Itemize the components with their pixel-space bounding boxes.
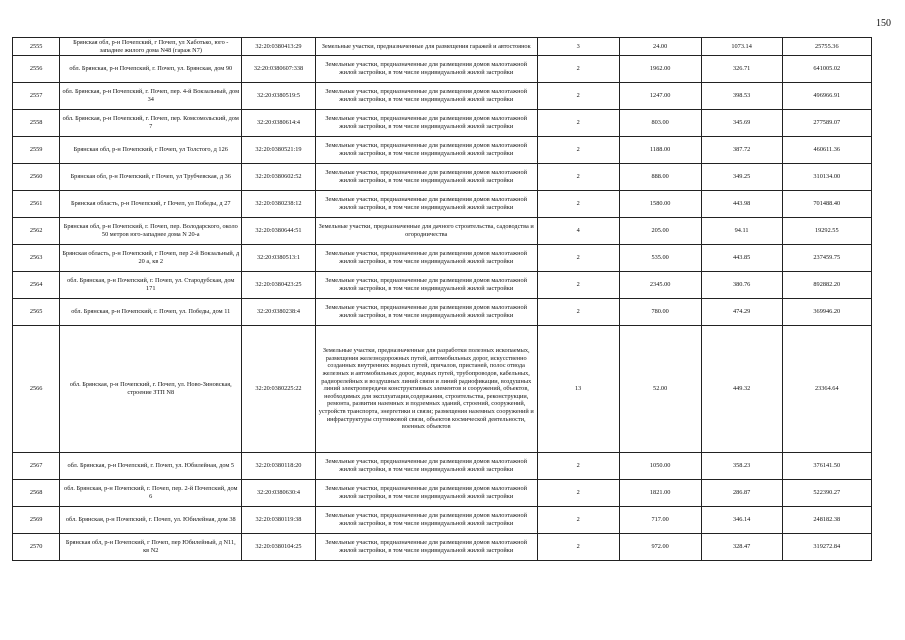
table-row <box>13 534 872 561</box>
area-cell: 1247.00 <box>619 83 701 110</box>
table-row <box>13 56 872 83</box>
specific-value-cell: 346.14 <box>701 507 782 534</box>
use-group-cell: 2 <box>537 534 619 561</box>
row-number: 2559 <box>13 137 60 164</box>
land-use-cell: Земельные участки, предназначенные для размещения домов малоэтажной жилой застройки, в том числе индивидуальной жилой застройки <box>315 137 537 164</box>
cadastral-value-cell: 641005.02 <box>782 56 871 83</box>
address-cell: обл. Брянская, р-н Почепский, г. Почеп, ул. Ново-Зиновская, строение ЗТП N8 <box>60 326 242 453</box>
land-use-cell: Земельные участки, предназначенные для размещения домов малоэтажной жилой застройки, в том числе индивидуальной жилой застройки <box>315 507 537 534</box>
cadastral-number-cell: 32:20:0380225:22 <box>242 326 316 453</box>
cadastral-number-cell: 32:20:0380119:38 <box>242 507 316 534</box>
cadastral-value-cell: 701488.40 <box>782 191 871 218</box>
address-cell: обл. Брянская, р-н Почепский, г. Почеп, ул. Юбилейная, дом 38 <box>60 507 242 534</box>
table-row <box>13 326 872 453</box>
area-cell: 205.00 <box>619 218 701 245</box>
area-cell: 780.00 <box>619 299 701 326</box>
land-use-cell: Земельные участки, предназначенные для размещения домов малоэтажной жилой застройки, в том числе индивидуальной жилой застройки <box>315 191 537 218</box>
table-row <box>13 480 872 507</box>
cadastral-number-cell: 32:20:0380513:1 <box>242 245 316 272</box>
table-row <box>13 137 872 164</box>
specific-value-cell: 387.72 <box>701 137 782 164</box>
cadastral-value-cell: 376141.50 <box>782 453 871 480</box>
row-number: 2556 <box>13 56 60 83</box>
cadastral-value-cell: 460611.36 <box>782 137 871 164</box>
use-group-cell: 2 <box>537 191 619 218</box>
use-group-cell: 13 <box>537 326 619 453</box>
cadastral-value-cell: 277589.07 <box>782 110 871 137</box>
land-use-cell: Земельные участки, предназначенные для размещения домов малоэтажной жилой застройки, в том числе индивидуальной жилой застройки <box>315 272 537 299</box>
table-row <box>13 191 872 218</box>
land-use-cell: Земельные участки, предназначенные для дачного строительства, садоводства и огородничества <box>315 218 537 245</box>
address-cell: Брянская обл, р-н Почепский, г Почеп, ул Хаботько, юго - западнее жилого дома N48 (гараж N7) <box>60 38 242 56</box>
land-use-cell: Земельные участки, предназначенные для размещения домов малоэтажной жилой застройки, в том числе индивидуальной жилой застройки <box>315 83 537 110</box>
cadastral-number-cell: 32:20:0380104:25 <box>242 534 316 561</box>
address-cell: Брянская обл, р-н Почепский, г Почеп, пер Юбилейный, д N11, кв N2 <box>60 534 242 561</box>
cadastral-number-cell: 32:20:0380607:338 <box>242 56 316 83</box>
cadastral-value-cell: 310134.00 <box>782 164 871 191</box>
row-number: 2565 <box>13 299 60 326</box>
area-cell: 52.00 <box>619 326 701 453</box>
use-group-cell: 3 <box>537 38 619 56</box>
table-row <box>13 164 872 191</box>
table-row <box>13 38 872 56</box>
specific-value-cell: 345.69 <box>701 110 782 137</box>
land-use-cell: Земельные участки, предназначенные для размещения домов малоэтажной жилой застройки, в том числе индивидуальной жилой застройки <box>315 453 537 480</box>
area-cell: 1188.00 <box>619 137 701 164</box>
address-cell: Брянская область, р-н Почепский, г Почеп, пер 2-й Вокзальный, д 20 а, кв 2 <box>60 245 242 272</box>
specific-value-cell: 349.25 <box>701 164 782 191</box>
row-number: 2557 <box>13 83 60 110</box>
land-use-cell: Земельные участки, предназначенные для размещения домов малоэтажной жилой застройки, в том числе индивидуальной жилой застройки <box>315 534 537 561</box>
specific-value-cell: 443.98 <box>701 191 782 218</box>
area-cell: 717.00 <box>619 507 701 534</box>
specific-value-cell: 449.32 <box>701 326 782 453</box>
specific-value-cell: 443.85 <box>701 245 782 272</box>
cadastral-number-cell: 32:20:0380519:5 <box>242 83 316 110</box>
row-number: 2563 <box>13 245 60 272</box>
land-use-cell: Земельные участки, предназначенные для размещения домов малоэтажной жилой застройки, в том числе индивидуальной жилой застройки <box>315 164 537 191</box>
address-cell: Брянская область, р-н Почепский, г Почеп, ул Победы, д 27 <box>60 191 242 218</box>
row-number: 2558 <box>13 110 60 137</box>
specific-value-cell: 1073.14 <box>701 38 782 56</box>
use-group-cell: 2 <box>537 507 619 534</box>
row-number: 2570 <box>13 534 60 561</box>
row-number: 2568 <box>13 480 60 507</box>
page-number: 150 <box>876 18 891 29</box>
specific-value-cell: 358.23 <box>701 453 782 480</box>
table-row <box>13 83 872 110</box>
row-number: 2566 <box>13 326 60 453</box>
cadastral-value-cell: 248182.38 <box>782 507 871 534</box>
land-use-cell: Земельные участки, предназначенные для размещения домов малоэтажной жилой застройки, в том числе индивидуальной жилой застройки <box>315 299 537 326</box>
area-cell: 1821.00 <box>619 480 701 507</box>
use-group-cell: 2 <box>537 272 619 299</box>
address-cell: обл. Брянская, р-н Почепский, г. Почеп, пер. 4-й Вокзальный, дом 34 <box>60 83 242 110</box>
table-row <box>13 453 872 480</box>
cadastral-number-cell: 32:20:0380614:4 <box>242 110 316 137</box>
land-use-cell: Земельные участки, предназначенные для размещения домов малоэтажной жилой застройки, в том числе индивидуальной жилой застройки <box>315 56 537 83</box>
address-cell: обл. Брянская, р-н Почепский, г. Почеп, ул. Победы, дом 11 <box>60 299 242 326</box>
address-cell: Брянская обл, р-н Почепский, г Почеп, ул Трубчевская, д 36 <box>60 164 242 191</box>
cadastral-number-cell: 32:20:0380521:19 <box>242 137 316 164</box>
use-group-cell: 2 <box>537 110 619 137</box>
cadastral-number-cell: 32:20:0380118:20 <box>242 453 316 480</box>
cadastral-value-cell: 19292.55 <box>782 218 871 245</box>
address-cell: обл. Брянская, р-н Почепский, г. Почеп, ул. Стародубская, дом 171 <box>60 272 242 299</box>
cadastral-number-cell: 32:20:0380644:51 <box>242 218 316 245</box>
row-number: 2564 <box>13 272 60 299</box>
use-group-cell: 2 <box>537 245 619 272</box>
land-registry-table <box>12 37 872 561</box>
cadastral-value-cell: 496966.91 <box>782 83 871 110</box>
specific-value-cell: 474.29 <box>701 299 782 326</box>
row-number: 2560 <box>13 164 60 191</box>
area-cell: 1962.00 <box>619 56 701 83</box>
table-row <box>13 299 872 326</box>
land-use-cell: Земельные участки, предназначенные для размещения домов малоэтажной жилой застройки, в том числе индивидуальной жилой застройки <box>315 480 537 507</box>
cadastral-number-cell: 32:20:0380413:29 <box>242 38 316 56</box>
land-use-cell: Земельные участки, предназначенные для разработки полезных ископаемых, размещения железнодорожных путей, автомобильных дорог, искусственно созданных внутренних водных путей, причалов, пристаней, полос отвода железных и автомобильных дорог, водных путей, трубопроводов, кабельных, радиорелейных и воздушных линий связи и линий радиофикации, воздушных линий электропередачи конструктивных элементов и сооружений, объектов, необходимых для эксплуатации,содержания, строительства, реконструкции, ремонта, развития наземных и подземных зданий, строений, сооружений, устройств транспорта, энергетики и связи; размещения наземных сооружений и инфраструктуры спутниковой связи, объектов космической деятельности, военных объектов <box>315 326 537 453</box>
specific-value-cell: 326.71 <box>701 56 782 83</box>
address-cell: обл. Брянская, р-н Почепский, г. Почеп, ул. Юбилейная, дом 5 <box>60 453 242 480</box>
area-cell: 2345.00 <box>619 272 701 299</box>
row-number: 2562 <box>13 218 60 245</box>
row-number: 2555 <box>13 38 60 56</box>
specific-value-cell: 328.47 <box>701 534 782 561</box>
cadastral-value-cell: 237459.75 <box>782 245 871 272</box>
use-group-cell: 4 <box>537 218 619 245</box>
specific-value-cell: 94.11 <box>701 218 782 245</box>
cadastral-number-cell: 32:20:0380238:4 <box>242 299 316 326</box>
land-use-cell: Земельные участки, предназначенные для размещения домов малоэтажной жилой застройки, в том числе индивидуальной жилой застройки <box>315 110 537 137</box>
specific-value-cell: 380.76 <box>701 272 782 299</box>
cadastral-number-cell: 32:20:0380602:52 <box>242 164 316 191</box>
area-cell: 972.00 <box>619 534 701 561</box>
land-use-cell: Земельные участки, предназначенные для размещения гаражей и автостоянок <box>315 38 537 56</box>
address-cell: обл. Брянская, р-н Почепский, г. Почеп, ул. Брянская, дом 90 <box>60 56 242 83</box>
cadastral-value-cell: 25755.36 <box>782 38 871 56</box>
use-group-cell: 2 <box>537 164 619 191</box>
specific-value-cell: 286.87 <box>701 480 782 507</box>
area-cell: 803.00 <box>619 110 701 137</box>
row-number: 2567 <box>13 453 60 480</box>
use-group-cell: 2 <box>537 453 619 480</box>
address-cell: Брянская обл, р-н Почепский, г. Почеп, пер. Володарского, около 50 метров юго-западнее дома N 20-а <box>60 218 242 245</box>
table-row <box>13 272 872 299</box>
cadastral-number-cell: 32:20:0380423:25 <box>242 272 316 299</box>
use-group-cell: 2 <box>537 480 619 507</box>
area-cell: 535.00 <box>619 245 701 272</box>
cadastral-value-cell: 319272.84 <box>782 534 871 561</box>
area-cell: 24.00 <box>619 38 701 56</box>
row-number: 2569 <box>13 507 60 534</box>
table-row <box>13 245 872 272</box>
land-use-cell: Земельные участки, предназначенные для размещения домов малоэтажной жилой застройки, в том числе индивидуальной жилой застройки <box>315 245 537 272</box>
cadastral-value-cell: 23364.64 <box>782 326 871 453</box>
address-cell: обл. Брянская, р-н Почепский, г. Почеп, пер. 2-й Почепский, дом 6 <box>60 480 242 507</box>
table-row <box>13 218 872 245</box>
use-group-cell: 2 <box>537 56 619 83</box>
cadastral-number-cell: 32:20:0380238:12 <box>242 191 316 218</box>
cadastral-value-cell: 522390.27 <box>782 480 871 507</box>
row-number: 2561 <box>13 191 60 218</box>
specific-value-cell: 398.53 <box>701 83 782 110</box>
area-cell: 888.00 <box>619 164 701 191</box>
address-cell: Брянская обл, р-н Почепский, г Почеп, ул Толстого, д 126 <box>60 137 242 164</box>
use-group-cell: 2 <box>537 83 619 110</box>
use-group-cell: 2 <box>537 137 619 164</box>
table-row <box>13 507 872 534</box>
area-cell: 1580.00 <box>619 191 701 218</box>
table-row <box>13 110 872 137</box>
address-cell: обл. Брянская, р-н Почепский, г. Почеп, пер. Комсомольский, дом 7 <box>60 110 242 137</box>
cadastral-number-cell: 32:20:0380630:4 <box>242 480 316 507</box>
cadastral-value-cell: 369946.20 <box>782 299 871 326</box>
cadastral-value-cell: 892882.20 <box>782 272 871 299</box>
use-group-cell: 2 <box>537 299 619 326</box>
area-cell: 1050.00 <box>619 453 701 480</box>
